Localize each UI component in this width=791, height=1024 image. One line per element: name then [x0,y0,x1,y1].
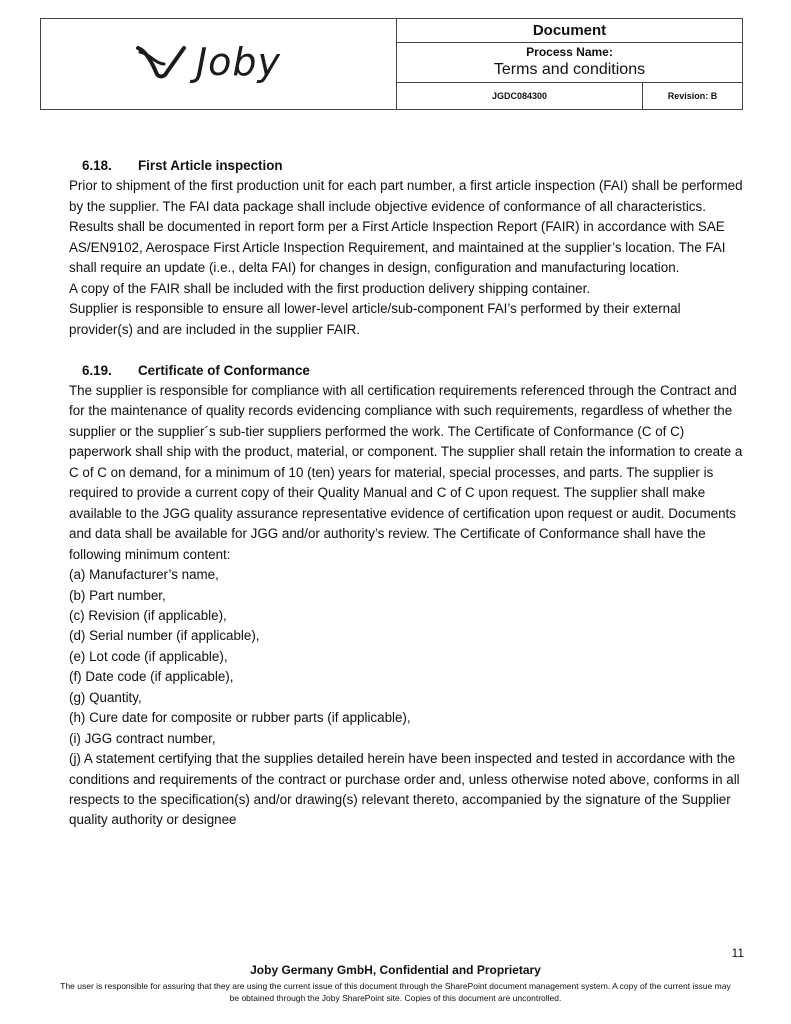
header-info [397,19,742,109]
meta-row [397,83,742,109]
document-label: Document [397,19,742,43]
logo-text: Joby [195,40,282,84]
section-618-heading [69,156,743,176]
list-item: (g) Quantity, [69,689,142,705]
joby-logo [134,40,281,84]
section-number: 6.19. [82,362,112,378]
process-name-block [397,43,742,83]
document-header [40,18,743,110]
list-item: (j) A statement certifying that the supplies detailed herein have been inspected and tested in accordance with the conditions and requirements of the contract or purchase order and, unless otherwise noted above, conforms in all respects to the specification(s) and/or drawing(s) relevant thereto, accompanied by the signature of the Supplier quality authority or designee [69,751,740,828]
spacer [69,340,743,360]
section-title: First Article inspection [138,158,283,173]
paragraph: Prior to shipment of the first production unit for each part number, a first article inspection (FAI) shall be performed by the supplier. The FAI data package shall include objective evidence of conformance of all characteristics. Results shall be documented in report form per a First Article Inspection Report (FAIR) in accordance with SAE AS/EN9102, Aerospace First Article Inspection Requirement, and maintained at the supplier’s location. The FAI shall require an update (i.e., delta FAI) for changes in design, configuration and manufacturing location. [69,178,743,276]
document-id: JGDC084300 [397,83,643,109]
list-item: (e) Lot code (if applicable), [69,648,228,664]
section-number: 6.18. [82,158,112,173]
list-item: (i) JGG contract number, [69,730,216,746]
section-619-heading [69,361,743,381]
paragraph: The supplier is responsible for compliance with all certification requirements referenced through the Contract and for the maintenance of quality records evidencing compliance with such requirements, regardless of whether the supplier or the supplier´s sub-tier suppliers performed the work. The Certificate of Conformance (C of C) paperwork shall ship with the product, material, or component. The supplier shall retain the information to create a C of C on demand, for a minimum of 10 (ten) years for material, special processes, and parts. The supplier is required to provide a current copy of their Quality Manual and C of C upon request. The supplier shall make available to the JGG quality assurance representative evidence of certification upon request or audit. Documents and data shall be available for JGG and/or authority’s review. The Certificate of Conformance shall have the following minimum content: [69,382,743,562]
footer-disclaimer: The user is responsible for assuring that they are using the current issue of this document through the SharePoint document management system. A copy of the current issue may be obtained through the Joby SharePoint site. Copies of this document are uncontrolled. [60,981,731,1003]
process-name-value: Terms and conditions [493,61,646,78]
list-item: (c) Revision (if applicable), [69,607,227,623]
list-item: (a) Manufacturer’s name, [69,567,219,583]
list-item: (b) Part number, [69,587,166,603]
list-item: (h) Cure date for composite or rubber parts (if applicable), [69,710,411,726]
list-item: (d) Serial number (if applicable), [69,628,260,644]
process-name-label: Process Name: [526,45,613,59]
page-number: 11 [731,946,744,960]
paragraph: Supplier is responsible to ensure all lower-level article/sub-component FAI’s performed by their external provider(s) and are included in the supplier FAIR. [69,301,681,337]
section-title: Certificate of Conformance [138,362,310,378]
logo-cell [41,19,397,109]
footer-company-line: Joby Germany GmbH, Confidential and Proprietary [250,963,541,977]
document-body [69,156,743,831]
list-item: (f) Date code (if applicable), [69,669,234,685]
revision: Revision: B [667,91,718,101]
paragraph: A copy of the FAIR shall be included with the first production delivery shipping container. [69,280,591,296]
joby-wing-icon [134,42,192,82]
